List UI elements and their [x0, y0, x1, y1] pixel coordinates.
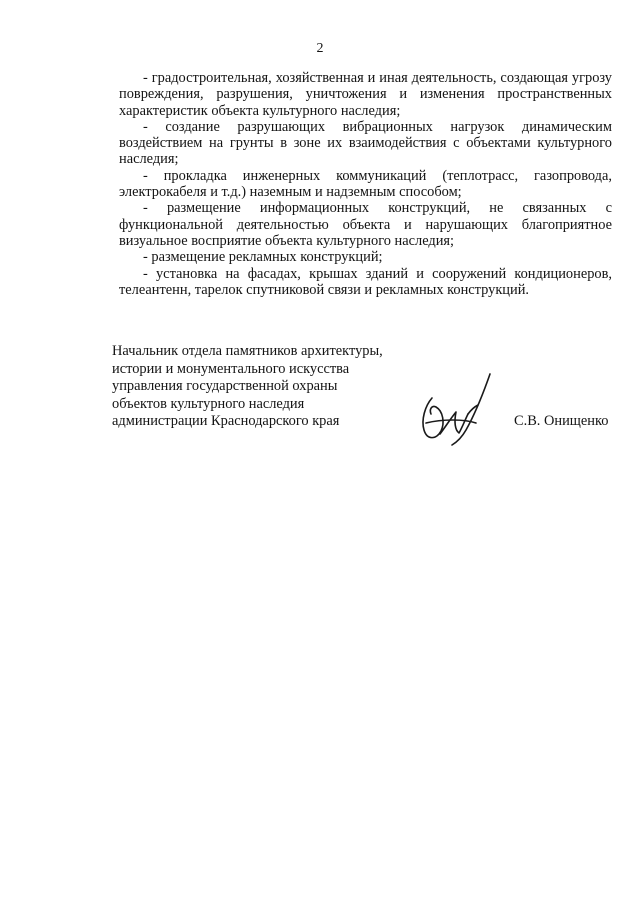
position-line-5: администрации Краснодарского края: [112, 413, 340, 429]
position-line-3: управления государственной охраны: [112, 378, 338, 394]
list-item-info-structures: - размещение информационных конструкций, не связанных с функциональной деятельностью объекта и нарушающих благоприятное визуальное восприятие объекта культурного наследия;: [119, 200, 612, 249]
handwritten-signature: [412, 370, 494, 446]
list-item-vibration-loads: - создание разрушающих вибрационных нагрузок динамическим воздействием на грунты в зоне их взаимодействия с объектами культурного наследия;: [119, 118, 612, 168]
position-line-1: Начальник отдела памятников архитектуры,: [112, 343, 383, 359]
list-item-utility-lines: - прокладка инженерных коммуникаций (теплотрасс, газопровода, электрокабеля и т.д.) наземным и надземным способом;: [119, 167, 612, 201]
list-item-facade-installations: - установка на фасадах, крышах зданий и сооружений кондиционеров, телеантенн, тарелок спутниковой связи и рекламных конструкций.: [119, 265, 612, 298]
list-item-ad-structures: - размещение рекламных конструкций;: [143, 249, 383, 266]
page-number: 2: [316, 41, 324, 56]
position-line-2: истории и монументального искусства: [112, 360, 350, 377]
list-item-urban-activity: - градостроительная, хозяйственная и иная деятельность, создающая угрозу повреждения, разрушения, уничтожения и изменения пространственных характеристик объекта культурного наследия;: [119, 70, 612, 119]
position-line-4: объектов культурного наследия: [112, 395, 305, 412]
signer-name: С.В. Онищенко: [514, 413, 609, 429]
signatory-position: [112, 343, 383, 431]
body-text: [119, 70, 612, 298]
